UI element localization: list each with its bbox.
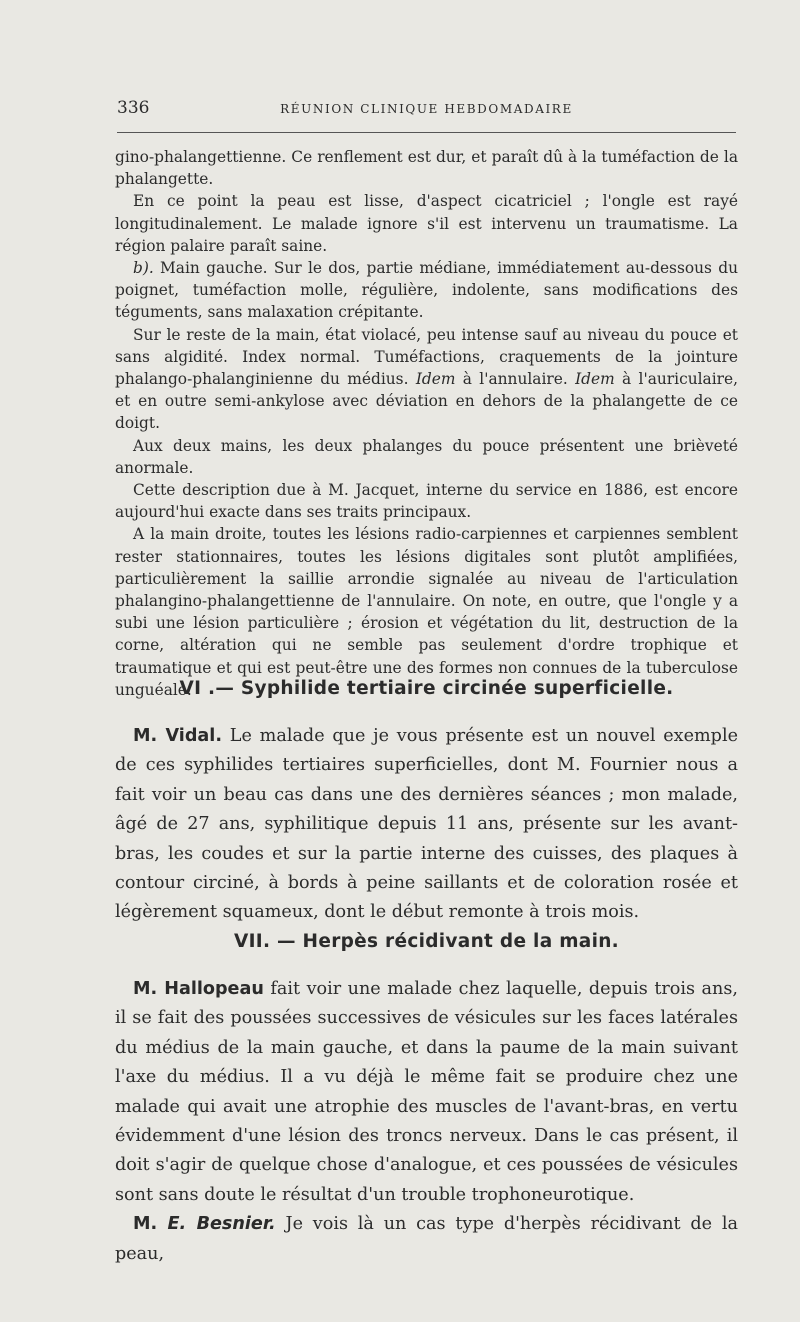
section-vi-body — [115, 722, 738, 928]
page-number: 336 — [117, 98, 150, 118]
running-head: RÉUNION CLINIQUE HEBDOMADAIRE — [280, 102, 573, 116]
paragraph: Aux deux mains, les deux phalanges du pouce présentent une brièveté anormale. — [115, 436, 738, 477]
speaker-name: M. Vidal. — [133, 726, 223, 746]
paragraph-text: fait voir une malade chez laquelle, depuis trois ans, il se fait des poussées successives de vésicules sur les faces latérales du médius de la main gauche, et dans la paume de la main suivant l'axe du médius. Il a vu déjà le même fait se produire chez une malade qui avait une atrophie des muscles de l'avant-bras, en vertu évidemment d'une lésion des troncs nerveux. Dans le cas présent, il doit s'agir de quelque chose d'analogue, et ces poussées de vésicules sont sans doute le résultat d'un trouble trophoneurotique. — [115, 979, 738, 1205]
page-header — [117, 98, 736, 122]
paragraph: A la main droite, toutes les lésions radio-carpiennes et carpiennes semblent rester stationnaires, toutes les lésions digitales sont plutôt amplifiées, particulièrement la saillie arrondie signalée au niveau de l'articulation phalangino-phalangettienne de l'annulaire. On note, en outre, que l'ongle y a subi une lésion particulière ; érosion et végétation du lit, destruction de la corne, altération qui ne semble pas seulement d'ordre trophique et traumatique et qui est peut-être une des formes non connues de la tuberculose unguéale. — [115, 525, 738, 699]
paragraph — [115, 1210, 738, 1269]
paragraph-text: Main gauche. Sur le dos, partie médiane, immédiatement au-dessous du poignet, tuméfaction molle, régulière, indolente, sans modifications des téguments, sans malaxation crépitante. — [115, 259, 738, 322]
paragraph-text: Je vois là un cas type d'herpès récidivant de la peau, — [115, 1214, 738, 1264]
paragraph-text: à l'auriculaire, et en outre semi-ankylose avec déviation en dehors de la phalangette de ce doigt. — [115, 370, 738, 433]
speaker-prefix: M. — [133, 1214, 168, 1235]
paragraph-text: Sur le reste de la main, état violacé, peu intense sauf au niveau du pouce et sans algidité. Index normal. Tuméfactions, craquements de la jointure phalango-phalanginienne du médius. — [115, 325, 738, 389]
section-heading-vi: VI .— Syphilide tertiaire circinée superficielle. — [179, 678, 674, 699]
paragraph — [115, 257, 738, 324]
section-heading-vii: VII. — Herpès récidivant de la main. — [233, 931, 620, 952]
paragraph-text: à l'annulaire. — [455, 370, 576, 389]
paragraph — [115, 975, 738, 1210]
speaker-name: E. Besnier. — [167, 1214, 276, 1235]
paragraph: Cette description due à M. Jacquet, interne du service en 1886, est encore aujourd'hui exacte dans ses traits principaux. — [115, 481, 738, 522]
header-rule — [117, 132, 736, 133]
case-description — [115, 146, 738, 701]
paragraph-italic: Idem — [575, 370, 615, 389]
paragraph: gino-phalangettienne. Ce renflement est dur, et paraît dû à la tuméfaction de la phalangette. — [115, 148, 738, 189]
paragraph-label: b). — [133, 259, 154, 278]
section-vii-body — [115, 975, 738, 1269]
speaker-name: M. Hallopeau — [133, 979, 264, 999]
paragraph: En ce point la peau est lisse, d'aspect cicatriciel ; l'ongle est rayé longitudinalement. Le malade ignore s'il est intervenu un traumatisme. La région palaire paraît saine. — [115, 192, 738, 255]
paragraph-text: Le malade que je vous présente est un nouvel exemple de ces syphilides tertiaires superficielles, dont M. Fournier nous a fait voir un beau cas dans une des dernières séances ; mon malade, âgé de 27 ans, syphilitique depuis 11 ans, présente sur les avant-bras, les coudes et sur la partie interne des cuisses, des plaques à contour circiné, à bords à peine saillants et de coloration rosée et légèrement squameux, dont le début remonte à trois mois. — [115, 726, 738, 923]
paragraph — [115, 722, 738, 928]
paragraph — [115, 324, 738, 435]
paragraph-italic: Idem — [415, 370, 456, 389]
